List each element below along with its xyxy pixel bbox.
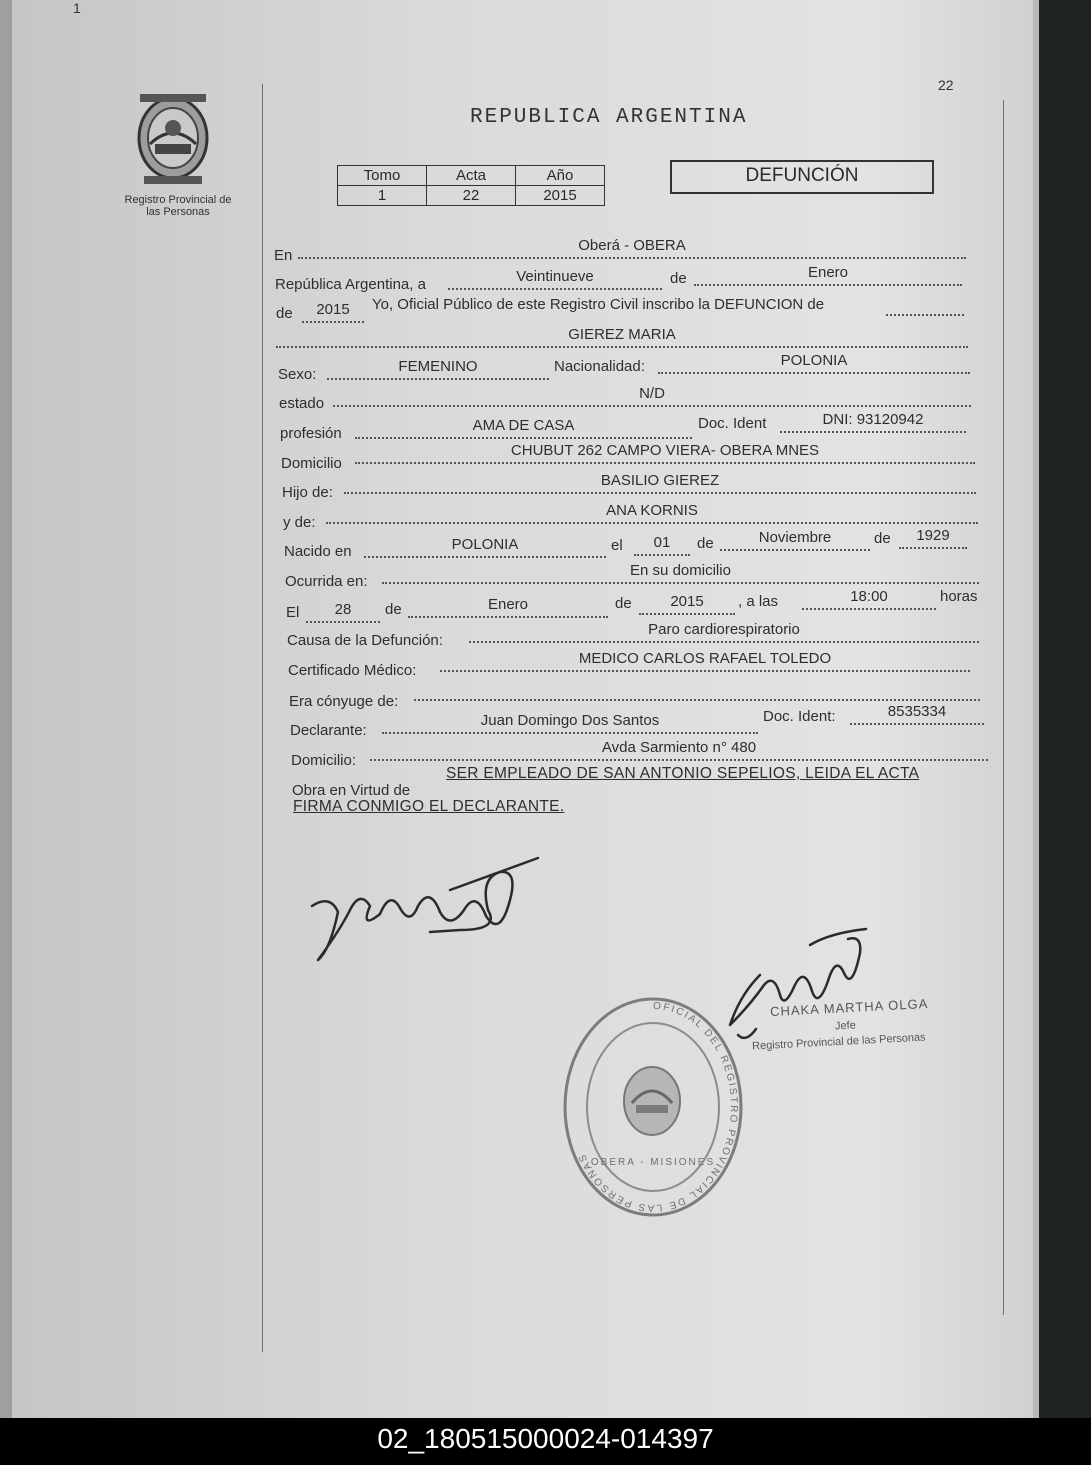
intro-blank — [886, 294, 964, 316]
stamp-emblem-icon — [624, 1067, 680, 1135]
causa-field: Paro cardiorespiratorio — [469, 621, 979, 643]
anio-header: Año — [516, 166, 605, 186]
de-label-6: de — [615, 595, 632, 612]
conyuge-label: Era cónyuge de: — [289, 693, 399, 710]
de-label-4: de — [874, 530, 891, 547]
official-signature — [720, 925, 880, 1045]
nac-dia-field: 01 — [634, 534, 690, 556]
stamp-inner-text: OBERA - MISIONES — [590, 1157, 716, 1168]
virtud-line-2: FIRMA CONMIGO EL DECLARANTE. — [293, 798, 565, 815]
de-label-1: de — [670, 270, 687, 287]
domicilio-field-2: Avda Sarmiento n° 480 — [370, 739, 988, 761]
certificado-field: MEDICO CARLOS RAFAEL TOLEDO — [440, 650, 970, 672]
stamp-ring-text: OFICIAL DEL REGISTRO PROVINCIAL DE LAS PERSONAS — [576, 1000, 740, 1214]
org-name-line1: Registro Provincial de — [124, 194, 232, 206]
record-type-box: DEFUNCIÓN — [670, 160, 934, 194]
republic-label: República Argentina, a — [275, 276, 426, 293]
virtud-line-1: SER EMPLEADO DE SAN ANTONIO SEPELIOS, LEIDA EL ACTA — [446, 765, 920, 782]
en-label: En — [274, 247, 293, 264]
month-field: Enero — [694, 264, 962, 286]
nacionalidad-label: Nacionalidad: — [554, 358, 645, 375]
nacionalidad-field: POLONIA — [658, 352, 970, 374]
virtud-label: Obra en Virtud de — [292, 782, 411, 799]
hijo-de-label: Hijo de: — [282, 484, 333, 501]
def-hora-field: 18:00 — [802, 588, 936, 610]
profesion-label: profesión — [280, 425, 342, 442]
el-label: el — [611, 537, 623, 554]
causa-label: Causa de la Defunción: — [287, 632, 443, 649]
el-label-2: El — [286, 604, 300, 621]
sexo-label: Sexo: — [278, 366, 317, 383]
def-mes-field: Enero — [408, 596, 608, 618]
doc-ident-field: DNI: 93120942 — [780, 411, 966, 433]
org-name-line2: las Personas — [146, 206, 210, 218]
nac-mes-field: Noviembre — [720, 529, 870, 551]
acta-header: Acta — [427, 166, 516, 186]
nacido-lugar-field: POLONIA — [364, 536, 606, 558]
corner-mark: 1 — [73, 0, 81, 16]
nacido-label: Nacido en — [284, 543, 352, 560]
anio-value: 2015 — [516, 186, 605, 206]
doc-ident-label: Doc. Ident — [698, 415, 767, 432]
estado-field: N/D — [333, 385, 971, 407]
page-number: 22 — [938, 77, 954, 93]
sexo-field: FEMENINO — [327, 358, 549, 380]
place-field: Oberá - OBERA — [298, 237, 966, 259]
country-title: REPUBLICA ARGENTINA — [470, 106, 748, 129]
tomo-value: 1 — [338, 186, 427, 206]
estado-label: estado — [279, 395, 325, 412]
acta-value: 22 — [427, 186, 516, 206]
doc-ident-field-2: 8535334 — [850, 703, 984, 725]
certificado-label: Certificado Médico: — [288, 662, 417, 679]
official-title: Jefe — [834, 1019, 857, 1033]
official-name: CHAKA MARTHA OLGA — [769, 995, 929, 1020]
declarante-label: Declarante: — [290, 722, 367, 739]
madre-field: ANA KORNIS — [326, 502, 978, 524]
def-anio-field: 2015 — [639, 593, 735, 615]
nac-anio-field: 1929 — [899, 527, 967, 549]
de-label-2: de — [276, 305, 293, 322]
declarante-field: Juan Domingo Dos Santos — [382, 712, 758, 734]
intro-text: Yo, Oficial Público de este Registro Civil inscribo la DEFUNCION de — [372, 296, 825, 313]
ocurrida-field: En su domicilio — [382, 562, 979, 584]
a-las-label: , a las — [738, 593, 779, 610]
y-de-label: y de: — [283, 514, 316, 531]
def-dia-field: 28 — [306, 601, 380, 623]
declarant-signature — [300, 850, 550, 970]
file-id-bar: 02_180515000024-014397 — [0, 1418, 1091, 1465]
official-org: Registro Provincial de las Personas — [751, 1031, 926, 1053]
deceased-name-field: GIEREZ MARIA — [276, 326, 968, 348]
horas-label: horas — [940, 588, 978, 605]
conyuge-field — [414, 679, 980, 701]
domicilio-label-2: Domicilio: — [291, 752, 357, 769]
tomo-header: Tomo — [338, 166, 427, 186]
ocurrida-label: Ocurrida en: — [285, 573, 368, 590]
profesion-field: AMA DE CASA — [355, 417, 692, 439]
day-words-field: Veintinueve — [448, 268, 662, 290]
year-field: 2015 — [302, 301, 364, 323]
domicilio-field: CHUBUT 262 CAMPO VIERA- OBERA MNES — [355, 442, 975, 464]
padre-field: BASILIO GIEREZ — [344, 472, 976, 494]
domicilio-label: Domicilio — [281, 455, 342, 472]
doc-ident-label-2: Doc. Ident: — [763, 708, 836, 725]
official-stamp — [560, 995, 746, 1221]
de-label-5: de — [385, 601, 402, 618]
de-label-3: de — [697, 535, 714, 552]
